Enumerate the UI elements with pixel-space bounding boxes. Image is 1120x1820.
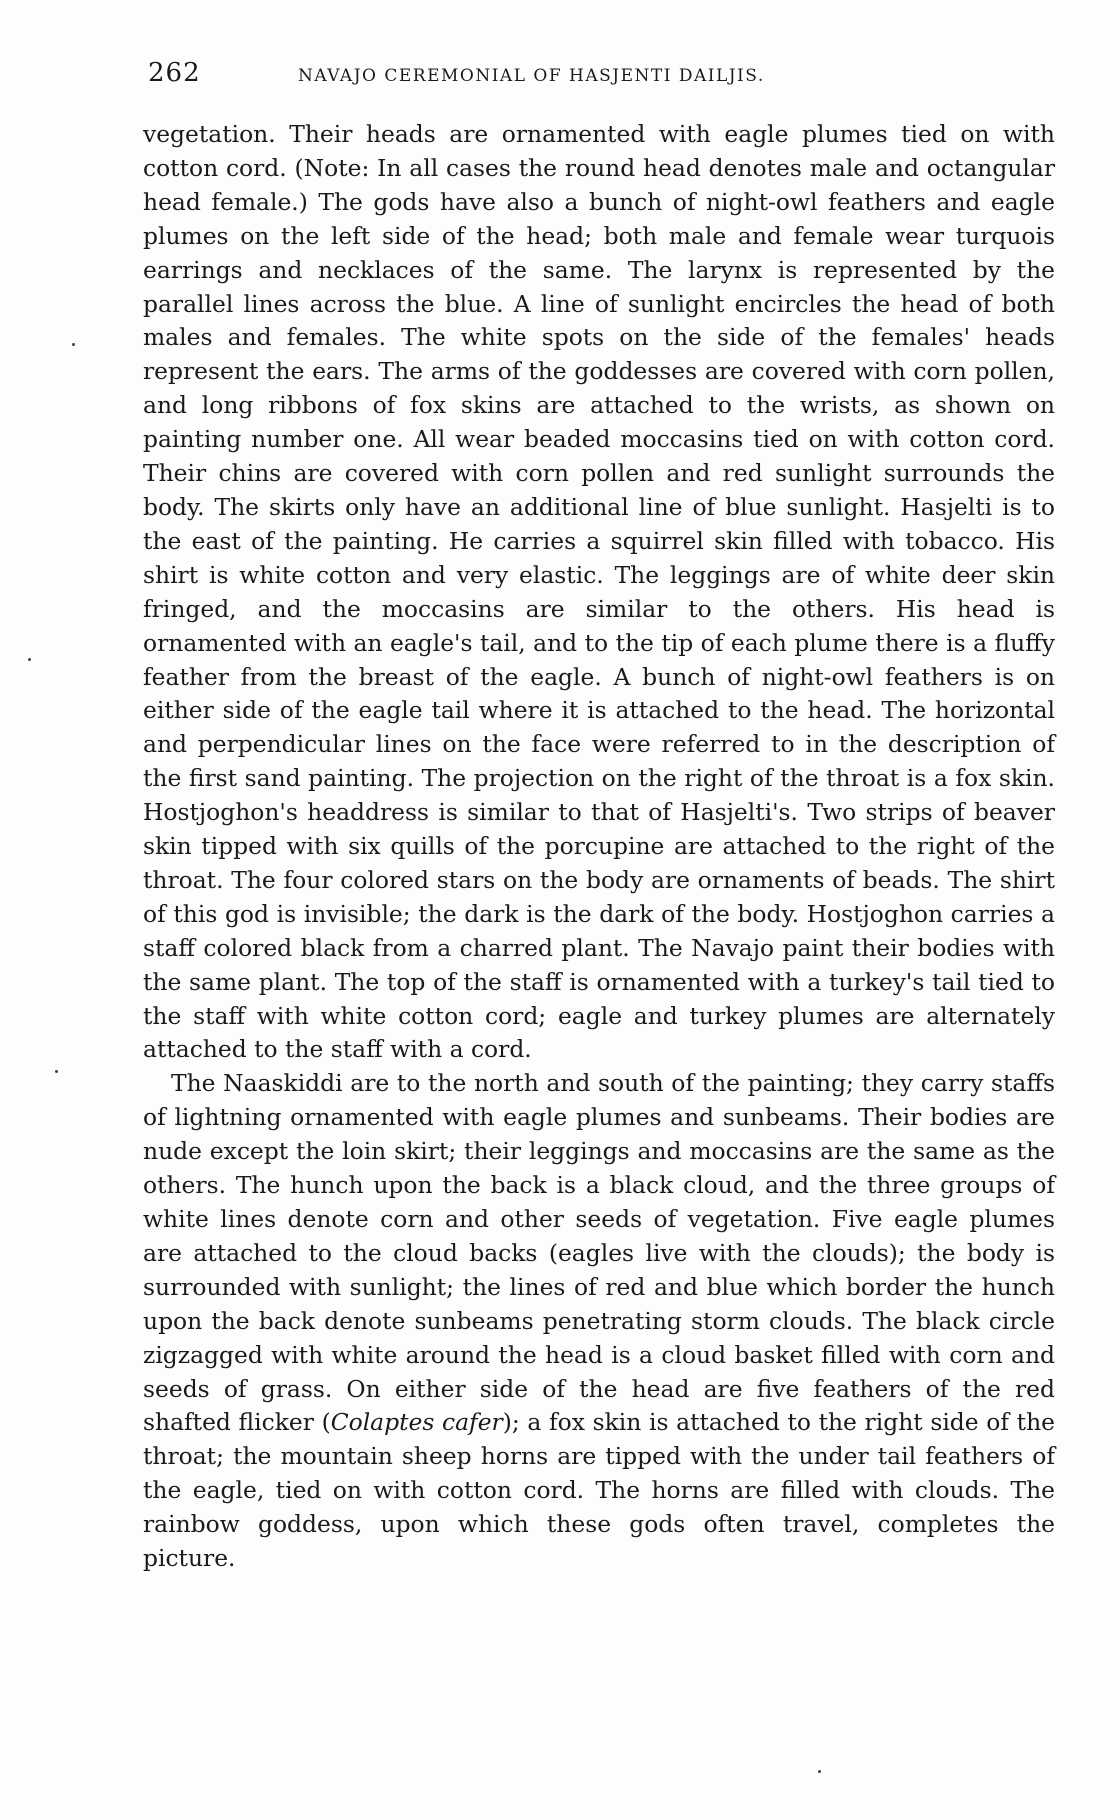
scan-speck: [28, 658, 31, 661]
species-name: Colaptes cafer: [330, 1408, 503, 1437]
scan-speck: [72, 343, 75, 346]
page-number: 262: [148, 58, 201, 88]
scan-speck: [55, 1070, 58, 1073]
paragraph-2-text-a: The Naaskiddi are to the north and south of the painting; they carry staffs of lightning ornamented with eagle plumes and sunbeams. Their bodies are nude except the loin skirt; their leggings and moccasins are the same as the others. The hunch upon the back is a black cloud, and the three groups of white lines denote corn and other seeds of vegetation. Five eagle plumes are attached to the cloud backs (eagles live with the clouds); the body is surrounded with sunlight; the lines of red and blue which border the hunch upon the back denote sunbeams penetrating storm clouds. The black circle zigzagged with white around the head is a cloud basket filled with corn and seeds of grass. On either side of the head are five feathers of the red shafted flicker (: [143, 1069, 1055, 1437]
running-head: [148, 58, 1054, 98]
paragraph-2-text-b: ); a fox skin is attached to the right side of the throat; the mountain sheep horns are tipped with the under tail feathers of the eagle, tied on with cotton cord. The horns are filled with clouds. The rainbow goddess, upon which these gods often travel, completes the picture.: [143, 1408, 1055, 1573]
paragraph-1-text: vegetation. Their heads are ornamented with eagle plumes tied on with cotton cord. (Note: In all cases the round head denotes male and octangular head female.) The gods have also a bunch of night-owl feathers and eagle plumes on the left side of the head; both male and female wear turquois earrings and necklaces of the same. The larynx is represented by the parallel lines across the blue. A line of sunlight encircles the head of both males and females. The white spots on the side of the females' heads represent the ears. The arms of the goddesses are covered with corn pollen, and long ribbons of fox skins are attached to the wrists, as shown on painting number one. All wear beaded moccasins tied on with cotton cord. Their chins are covered with corn pollen and red sunlight surrounds the body. The skirts only have an additional line of blue sunlight. Hasjelti is to the east of the painting. He carries a squirrel skin filled with tobacco. His shirt is white cotton and very elastic. The leggings are of white deer skin fringed, and the moccasins are similar to the others. His head is ornamented with an eagle's tail, and to the tip of each plume there is a fluffy feather from the breast of the eagle. A bunch of night-owl feathers is on either side of the eagle tail where it is attached to the head. The horizontal and perpendicular lines on the face were referred to in the description of the first sand painting. The projection on the right of the throat is a fox skin. Hostjoghon's headdress is similar to that of Hasjelti's. Two strips of beaver skin tipped with six quills of the porcupine are attached to the right of the throat. The four colored stars on the body are ornaments of beads. The shirt of this god is invisible; the dark is the dark of the body. Hostjoghon carries a staff colored black from a charred plant. The Navajo paint their bodies with the same plant. The top of the staff is ornamented with a turkey's tail tied to the staff with white cotton cord; eagle and turkey plumes are alternately attached to the staff with a cord.: [143, 120, 1055, 1064]
paragraph-1: [143, 118, 1055, 1067]
running-title: NAVAJO CEREMONIAL OF HASJENTI DAILJIS.: [298, 66, 765, 86]
body-text: [143, 118, 1055, 1576]
paragraph-2: [143, 1067, 1055, 1576]
scan-speck: [818, 1770, 821, 1773]
